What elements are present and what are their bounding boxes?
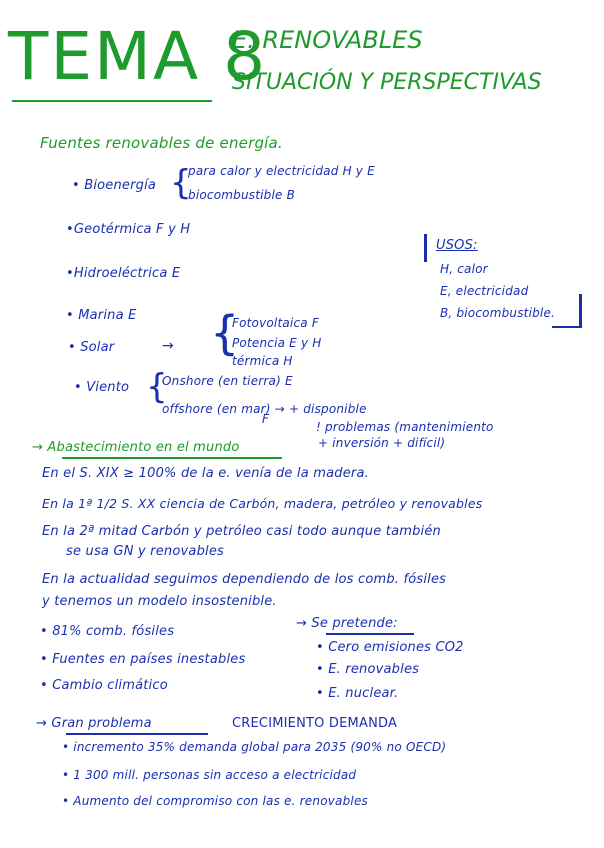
solar-brace: { [210,306,240,360]
section2-right1: • Cero emisiones CO2 [316,640,464,655]
solar-line2: Potencia E y H [232,336,322,350]
section2-pretende: → Se pretende: [296,616,398,631]
section2-p2: En la 1ª 1/2 S. XX ciencia de Carbón, madera, petróleo y renovables [42,496,483,511]
solar-line1: Fotovoltaica F [232,316,319,330]
viento-line1: Onshore (en tierra) E [162,374,293,388]
viento-line2: offshore (en mar) → + disponible [162,402,367,416]
section2-underline [62,457,282,459]
solar-arrow: → [162,338,174,354]
section3-item2: • 1 300 mill. personas sin acceso a electricidad [62,768,357,782]
title-line-2: SITUACIÓN Y PERSPECTIVAS [232,70,542,95]
viento-note2: + inversión + difícil) [318,436,446,450]
section2-p1: En el S. XIX ≥ 100% de la e. venía de la madera. [42,466,369,481]
section3-heading: → Gran problema [36,716,152,731]
bioenergia-label: • Bioenergía [72,178,157,193]
usos-e: E, electricidad [440,284,529,298]
usos-h: H, calor [440,262,488,276]
solar-extra: F [262,412,270,426]
pretende-underline [326,633,414,635]
section2-left1: • 81% comb. fósiles [40,624,175,639]
section3-item1: • incremento 35% demanda global para 2035 (90% no OECD) [62,740,447,754]
section3-underline [66,733,208,735]
viento-label: • Viento [74,380,130,395]
section2-left3: • Cambio climático [40,678,168,693]
section2-right2: • E. renovables [316,662,420,677]
section2-right3: • E. nuclear. [316,686,399,701]
section2-left2: • Fuentes en países inestables [40,652,246,667]
section2-p3b: se usa GN y renovables [66,544,225,559]
solar-label: • Solar [68,340,115,355]
usos-b: B, biocombustible. [440,306,556,320]
marina-item: • Marina E [66,308,137,323]
bioenergia-brace: { [170,163,192,203]
usos-title: USOS: [436,238,478,253]
section2-heading: → Abastecimiento en el mundo [32,440,240,455]
title-line-1: E. RENOVABLES [232,26,423,54]
title-underline [12,100,212,102]
bioenergia-line1: para calor y electricidad H y E [188,164,375,178]
solar-line3: térmica H [232,354,293,368]
viento-brace: { [146,367,168,407]
section2-p4a: En la actualidad seguimos dependiendo de los comb. fósiles [42,572,447,587]
section1-heading: Fuentes renovables de energía. [40,134,283,152]
section2-p3a: En la 2ª mitad Carbón y petróleo casi todo aunque también [42,524,441,539]
section2-p4b: y tenemos un modelo insostenible. [42,594,277,609]
viento-note1: ! problemas (mantenimiento [316,420,494,434]
title-tema: TEMA 8 [8,18,268,95]
geotermica-item: •Geotérmica F y H [66,222,191,237]
bioenergia-line2: biocombustible B [188,188,296,202]
section3-heading2: CRECIMIENTO DEMANDA [232,716,398,731]
section3-item3: • Aumento del compromiso con las e. renovables [62,794,368,808]
hidroelectrica-item: •Hidroeléctrica E [66,266,181,281]
